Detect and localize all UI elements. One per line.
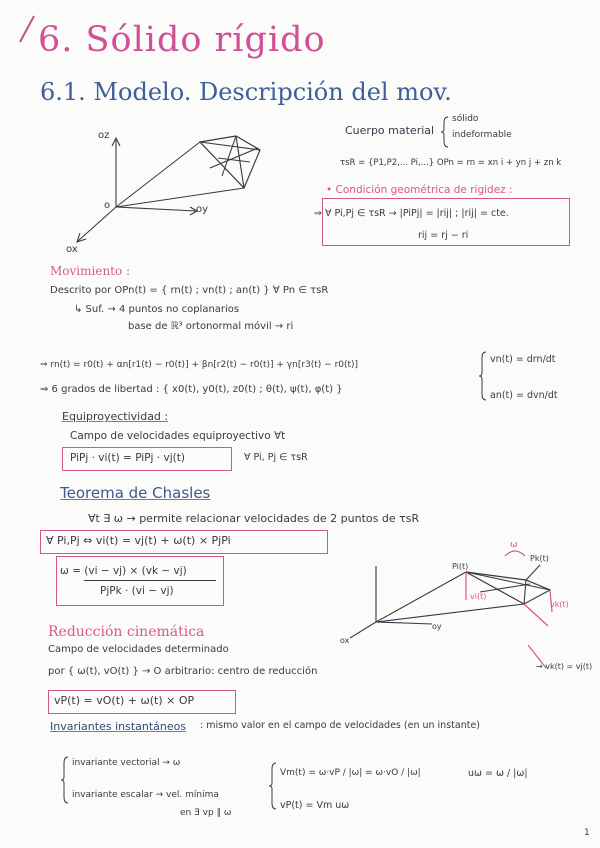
axis-y-label: oy bbox=[196, 204, 209, 215]
label-vk: vk(t) bbox=[550, 600, 569, 609]
brace bbox=[269, 763, 276, 809]
brace bbox=[479, 352, 486, 400]
tau-definition: τsR = {P1,P2,... Pi,...} OPn = rn = xn i + yn j + zn k bbox=[340, 158, 562, 168]
chasles-formula: ∀ Pi,Pj ⇔ vi(t) = vj(t) + ω(t) × PjPi bbox=[46, 534, 231, 547]
invariantes-description: : mismo valor en el campo de velocidades (en un instante) bbox=[200, 720, 480, 731]
cuerpo-material: Cuerpo material bbox=[345, 124, 435, 137]
condicion-formula-2: rij = rj − ri bbox=[418, 230, 469, 241]
movimiento-line-3: base de ℝ³ ortonormal móvil → ri bbox=[128, 321, 294, 332]
axis-y2-label: oy bbox=[432, 622, 442, 631]
label-vi: vi(t) bbox=[470, 592, 487, 601]
brace-solido: sólido bbox=[452, 114, 479, 124]
reduccion-line-1: Campo de velocidades determinado bbox=[48, 644, 229, 655]
axis-z-label: oz bbox=[98, 130, 110, 141]
vm-formula: Vm(t) = ω·vP / |ω| = ω·vO / |ω| bbox=[280, 768, 421, 778]
diagram-rigid-body bbox=[77, 136, 260, 242]
equiproyectividad-condition: ∀ Pi, Pj ∈ τsR bbox=[244, 452, 308, 463]
chasles-line: ∀t ∃ ω → permite relacionar velocidades de 2 puntos de τsR bbox=[88, 512, 420, 525]
movimiento-heading: Movimiento : bbox=[50, 264, 131, 278]
omega-box bbox=[56, 556, 224, 606]
omega-denominator: PjPk · (vi − vj) bbox=[100, 585, 174, 597]
vp-formula: vP(t) = Vm uω bbox=[280, 800, 350, 811]
label-pk: Pk(t) bbox=[530, 554, 549, 563]
movimiento-line-2: ↳ Suf. → 4 puntos no coplanarios bbox=[74, 304, 240, 315]
condicion-formula: ⇒ ∀ Pi,Pj ∈ τsR → |PiPj| = |rij| ; |rij| = cte. bbox=[314, 208, 509, 219]
label-vkj: → vk(t) = vj(t) bbox=[536, 662, 593, 671]
reduccion-line-2: por { ω(t), vO(t) } → O arbitrario: centro de reducción bbox=[48, 666, 318, 677]
corner-slash bbox=[20, 16, 34, 42]
diagram-chasles bbox=[350, 565, 550, 638]
equiproyectividad-heading: Equiproyectividad : bbox=[62, 410, 169, 423]
equiproyectividad-formula: PiPj · vi(t) = PiPj · vj(t) bbox=[70, 452, 185, 464]
a-definition: an(t) = dvn/dt bbox=[490, 390, 558, 401]
reduccion-heading: Reducción cinemática bbox=[48, 624, 205, 640]
axis-x2-label: ox bbox=[340, 636, 350, 645]
u-omega-formula: uω = ω / |ω| bbox=[468, 768, 528, 779]
invariante-escalar-2: en Ǝ vp ∥ ω bbox=[180, 808, 232, 818]
brace-indeformable: indeformable bbox=[452, 130, 512, 140]
invariante-escalar: invariante escalar → vel. mínima bbox=[72, 790, 219, 800]
invariantes-heading: Invariantes instantáneos bbox=[50, 720, 187, 733]
reduccion-formula: vP(t) = vO(t) + ω(t) × OP bbox=[54, 694, 195, 707]
label-pi: Pi(t) bbox=[452, 562, 469, 571]
brace bbox=[61, 757, 68, 803]
label-omega: ω bbox=[510, 540, 518, 550]
grados-line-1: ⇒ rn(t) = r0(t) + αn[r1(t) − r0(t)] + βn[r2(t) − r0(t)] + γn[r3(t) − r0(t)] bbox=[40, 360, 359, 370]
equiproyectividad-line: Campo de velocidades equiproyectivo ∀t bbox=[70, 430, 286, 442]
brace bbox=[441, 117, 448, 147]
axis-x-label: ox bbox=[66, 244, 78, 255]
page-number: 1 bbox=[584, 828, 590, 838]
grados-line-2: ⇒ 6 grados de libertad : { x0(t), y0(t), z0(t) ; θ(t), ψ(t), φ(t) } bbox=[40, 384, 343, 395]
origin-label: o bbox=[104, 200, 111, 211]
section-subtitle: 6.1. Modelo. Descripción del mov. bbox=[40, 78, 452, 106]
fraction-bar bbox=[84, 580, 216, 581]
movimiento-line-1: Descrito por OPn(t) = { rn(t) ; vn(t) ; an(t) } ∀ Pn ∈ τsR bbox=[50, 285, 329, 296]
v-definition: vn(t) = drn/dt bbox=[490, 354, 556, 365]
page-title: 6. Sólido rígido bbox=[38, 20, 326, 60]
condicion-heading: • Condición geométrica de rigidez : bbox=[326, 184, 513, 196]
invariante-vectorial: invariante vectorial → ω bbox=[72, 758, 181, 768]
omega-numerator: ω = (vi − vj) × (vk − vj) bbox=[60, 565, 187, 577]
chasles-heading: Teorema de Chasles bbox=[60, 484, 211, 502]
